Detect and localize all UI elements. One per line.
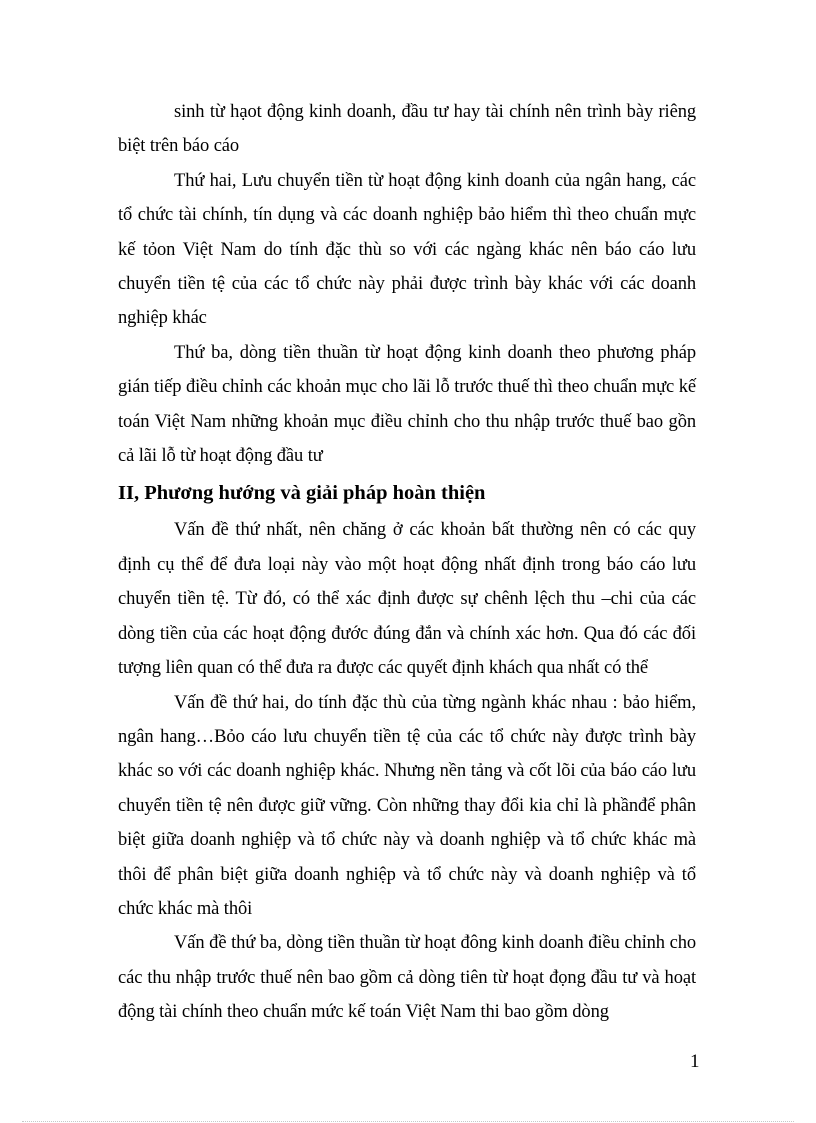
paragraph-issue-one: Vấn đề thứ nhất, nên chăng ở các khoản bất thường nên có các quy định cụ thể để đưa loại này vào một hoạt động nhất định trong báo cáo lưu chuyển tiền tệ. Từ đó, có thể xác định được sự chênh lệch thu –chi của các dòng tiền của các hoạt động đước đúng đắn và chính xác hơn. Qua đó các đối tượng liên quan có thể đưa ra được các quyết định khách qua nhất có thể	[118, 520, 696, 679]
page-number: 1	[690, 1051, 700, 1072]
paragraph-continuation: sinh từ hạot động kinh doanh, đầu tư hay tài chính nên trình bày riêng biệt trên báo cáo	[118, 102, 696, 157]
paragraph-third-point: Thứ ba, dòng tiền thuần từ hoạt động kinh doanh theo phương pháp gián tiếp điều chỉnh các khoản mục cho lãi lỗ trước thuế thì theo chuẩn mực kế toán Việt Nam những khoản mục điều chỉnh cho thu nhập trước thuế bao gồn cả lãi lỗ từ hoạt động đầu tư	[118, 342, 696, 467]
paragraph-second-point: Thứ hai, Lưu chuyển tiền từ hoạt động kinh doanh của ngân hang, các tổ chức tài chính, tín dụng và các doanh nghiệp bảo hiểm thì theo chuẩn mực kế tỏon Việt Nam do tính đặc thù so với các ngàng khác nên báo cáo lưu chuyển tiền tệ của các tổ chức này phải được trình bày khác với các doanh nghiệp khác	[118, 170, 696, 329]
page-body	[118, 95, 696, 1030]
paragraph-issue-two: Vấn đề thứ hai, do tính đặc thù của từng ngành khác nhau : bảo hiểm, ngân hang…Bỏo cáo lưu chuyển tiền tệ của các tổ chức này được trình bày khác so với các doanh nghiệp khác. Nhưng nền tảng và cốt lõi của báo cáo lưu chuyển tiền tệ nên được giữ vững. Còn những thay đổi kia chỉ là phầnđể phân biệt giữa doanh nghiệp và tổ chức này và doanh nghiệp và tổ chức khác mà thôi để phân biệt giữa doanh nghiệp và tổ chức này và doanh nghiệp và tổ chức khác mà thôi	[118, 692, 696, 919]
page-bottom-rule	[22, 1121, 794, 1122]
paragraph-issue-three: Vấn đề thứ ba, dòng tiền thuần từ hoạt đông kinh doanh điều chỉnh cho các thu nhập trước thuế nên bao gồm cả dòng tiên từ hoạt đọng đầu tư và hoạt động tài chính theo chuẩn mức kế toán Việt Nam thi bao gồm dòng	[118, 933, 696, 1023]
section-heading: II, Phương hướng và giải pháp hoàn thiện	[118, 482, 486, 505]
